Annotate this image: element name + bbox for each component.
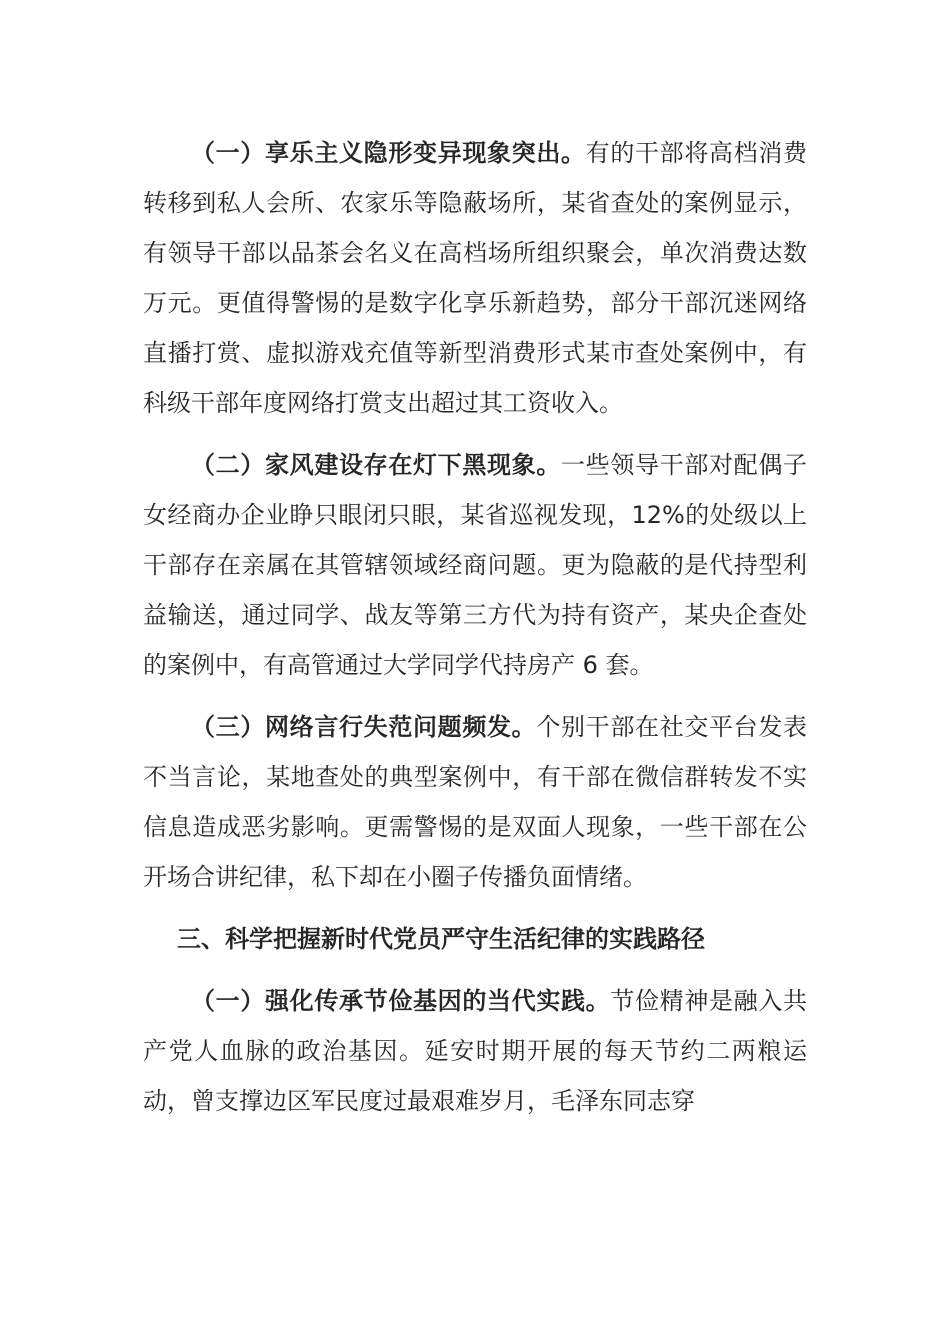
paragraph-text: 一些领导干部对配偶子女经商办企业睁只眼闭只眼，某省巡视发现，12%的处级以上干部存在亲属在其管辖领域经商问题。更为隐蔽的是代持型利益输送，通过同学、战友等第三方代为持有资产，某央企查处的案例中，有高管通过大学同学代持房产 6 套。 [143, 451, 807, 679]
paragraph-family-style [143, 440, 807, 690]
paragraph-lead: （一）强化传承节俭基因的当代实践。 [191, 987, 611, 1015]
section-heading: 三、科学把握新时代党员严守生活纪律的实践路径 [177, 925, 705, 953]
document-body [143, 128, 807, 1138]
paragraph-text: 个别干部在社交平台发表不当言论，某地查处的典型案例中，有干部在微信群转发不实信息造成恶劣影响。更需警惕的是双面人现象，一些干部在公开场合讲纪律，私下却在小圈子传播负面情绪。 [143, 713, 808, 891]
paragraph-frugality [143, 976, 807, 1126]
paragraph-text: 有的干部将高档消费转移到私人会所、农家乐等隐蔽场所，某省查处的案例显示，有领导干部以品茶会名义在高档场所组织聚会，单次消费达数万元。更值得警惕的是数字化享乐新趋势，部分干部沉迷网络直播打赏、虚拟游戏充值等新型消费形式某市查处案例中，有科级干部年度网络打赏支出超过其工资收入。 [143, 139, 808, 417]
paragraph-text: 节俭精神是融入共产党人血脉的政治基因。延安时期开展的每天节约二两粮运动，曾支撑边区军民度过最艰难岁月，毛泽东同志穿 [143, 987, 808, 1115]
paragraph-lead: （三）网络言行失范问题频发。 [191, 713, 537, 741]
paragraph-online-conduct [143, 702, 807, 902]
paragraph-lead: （一）享乐主义隐形变异现象突出。 [191, 139, 586, 167]
paragraph-lead: （二）家风建设存在灯下黑现象。 [191, 451, 561, 479]
paragraph-hedonism [143, 128, 807, 428]
